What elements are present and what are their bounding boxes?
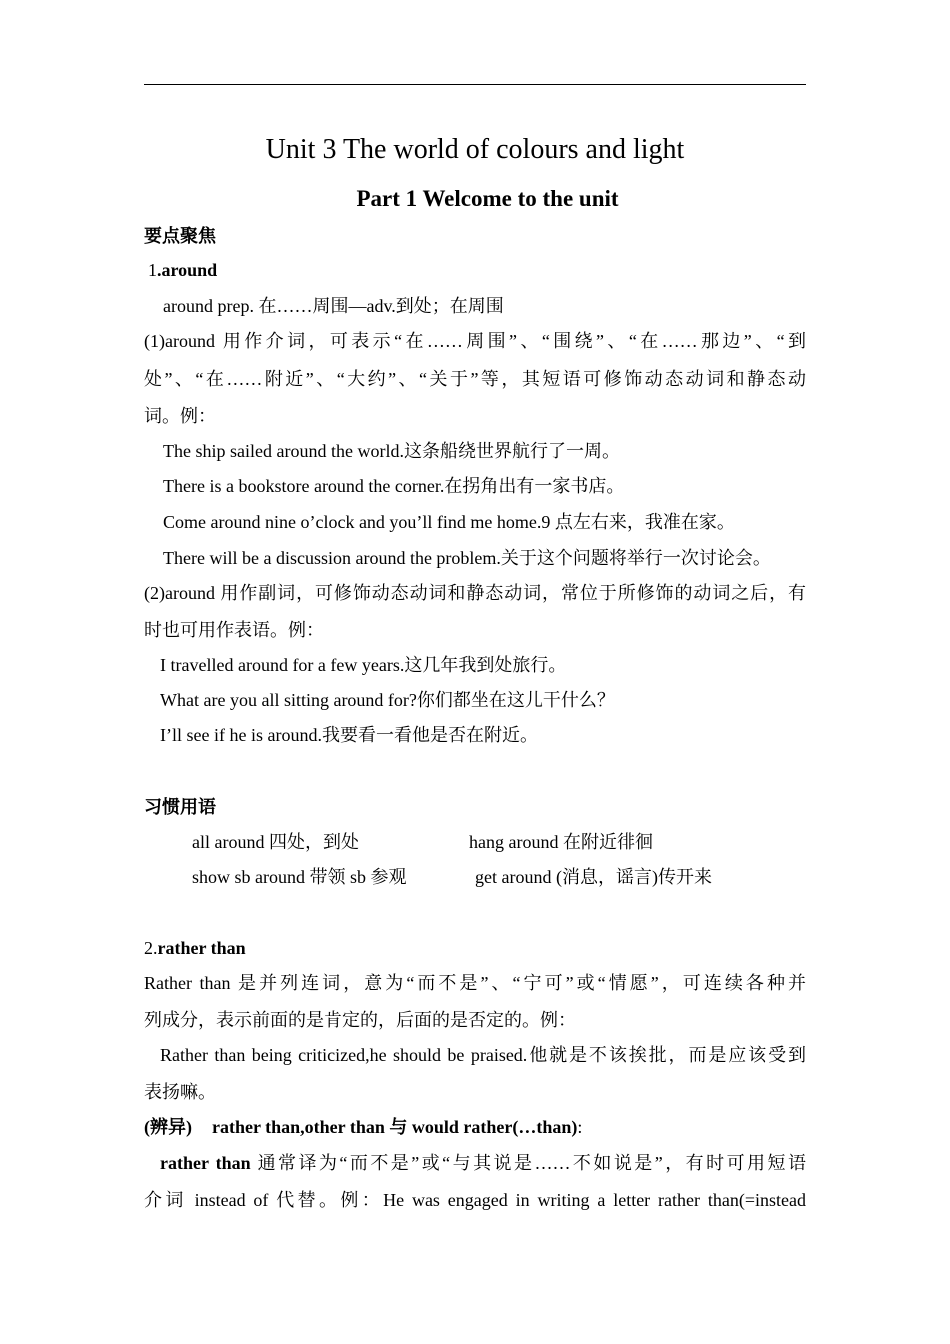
distinction-colon: : (577, 1117, 583, 1137)
item-number: 1 (148, 260, 157, 280)
section-heading-idioms: 习惯用语 (144, 797, 216, 817)
paragraph-line: 时也可用作表语。例： (144, 620, 324, 640)
paragraph-line: 列成分，表示前面的是肯定的，后面的是否定的。例： (144, 1010, 576, 1030)
idiom-phrase: all around 四处，到处 (192, 832, 359, 852)
paragraph-line: 处”、“在……附近”、“大约”、“关于”等，其短语可修饰动态动词和静态动 (144, 369, 806, 389)
paragraph-line: 词。例： (144, 406, 216, 426)
example-sentence: I’ll see if he is around.我要看一看他是否在附近。 (160, 725, 538, 745)
paragraph-line: (1)around 用作介词，可表示“在……周围”、“围绕”、“在……那边”、“到 (144, 331, 806, 351)
distinction-heading (144, 1115, 582, 1139)
example-sentence: There is a bookstore around the corner.在拐角出有一家书店。 (163, 476, 625, 496)
example-sentence: I travelled around for a few years.这几年我到处旅行。 (160, 655, 567, 675)
section-heading-key-points: 要点聚焦 (144, 226, 216, 246)
item-1-heading (148, 258, 217, 282)
example-sentence: The ship sailed around the world.这条船绕世界航行了一周。 (163, 441, 620, 461)
example-sentence: There will be a discussion around the problem.关于这个问题将举行一次讨论会。 (163, 548, 771, 568)
paragraph-line: (2)around 用作副词，可修饰动态动词和静态动词，常位于所修饰的动词之后，有 (144, 583, 806, 603)
idiom-phrase: show sb around 带领 sb 参观 (192, 867, 407, 887)
paragraph-line: Rather than 是并列连词，意为“而不是”、“宁可”或“情愿”，可连续各种并 (144, 973, 806, 993)
unit-title: Unit 3 The world of colours and light (265, 134, 685, 165)
paragraph-line (160, 1151, 806, 1175)
distinction-terms: rather than,other than 与 would rather(…than) (212, 1117, 578, 1137)
item-word: rather than (157, 938, 246, 958)
example-sentence: Rather than being criticized,he should be praised.他就是不该挨批，而是应该受到 (160, 1045, 806, 1065)
term-explanation: 通常译为“而不是”或“与其说是……不如说是”，有时可用短语 (250, 1153, 806, 1173)
example-sentence: What are you all sitting around for?你们都坐在这儿干什么？ (160, 690, 615, 710)
idiom-phrase: hang around 在附近徘徊 (469, 832, 653, 852)
item-number: 2. (144, 938, 158, 958)
term: rather than (160, 1153, 251, 1173)
part-title: Part 1 Welcome to the unit (356, 186, 619, 211)
definition: around prep. 在……周围—adv.到处；在周围 (163, 296, 504, 316)
distinction-label: (辨异) (144, 1117, 192, 1137)
header-rule (144, 84, 806, 85)
item-word: .around (157, 260, 218, 280)
item-2-heading (144, 936, 246, 960)
example-sentence: Come around nine o’clock and you’ll find me home.9 点左右来，我准在家。 (163, 512, 735, 532)
paragraph-line: 介词 instead of 代替。例：He was engaged in writing a letter rather than(=instead (144, 1190, 806, 1210)
example-sentence: 表扬嘛。 (144, 1082, 216, 1102)
idiom-phrase: get around (消息，谣言)传开来 (475, 867, 712, 887)
